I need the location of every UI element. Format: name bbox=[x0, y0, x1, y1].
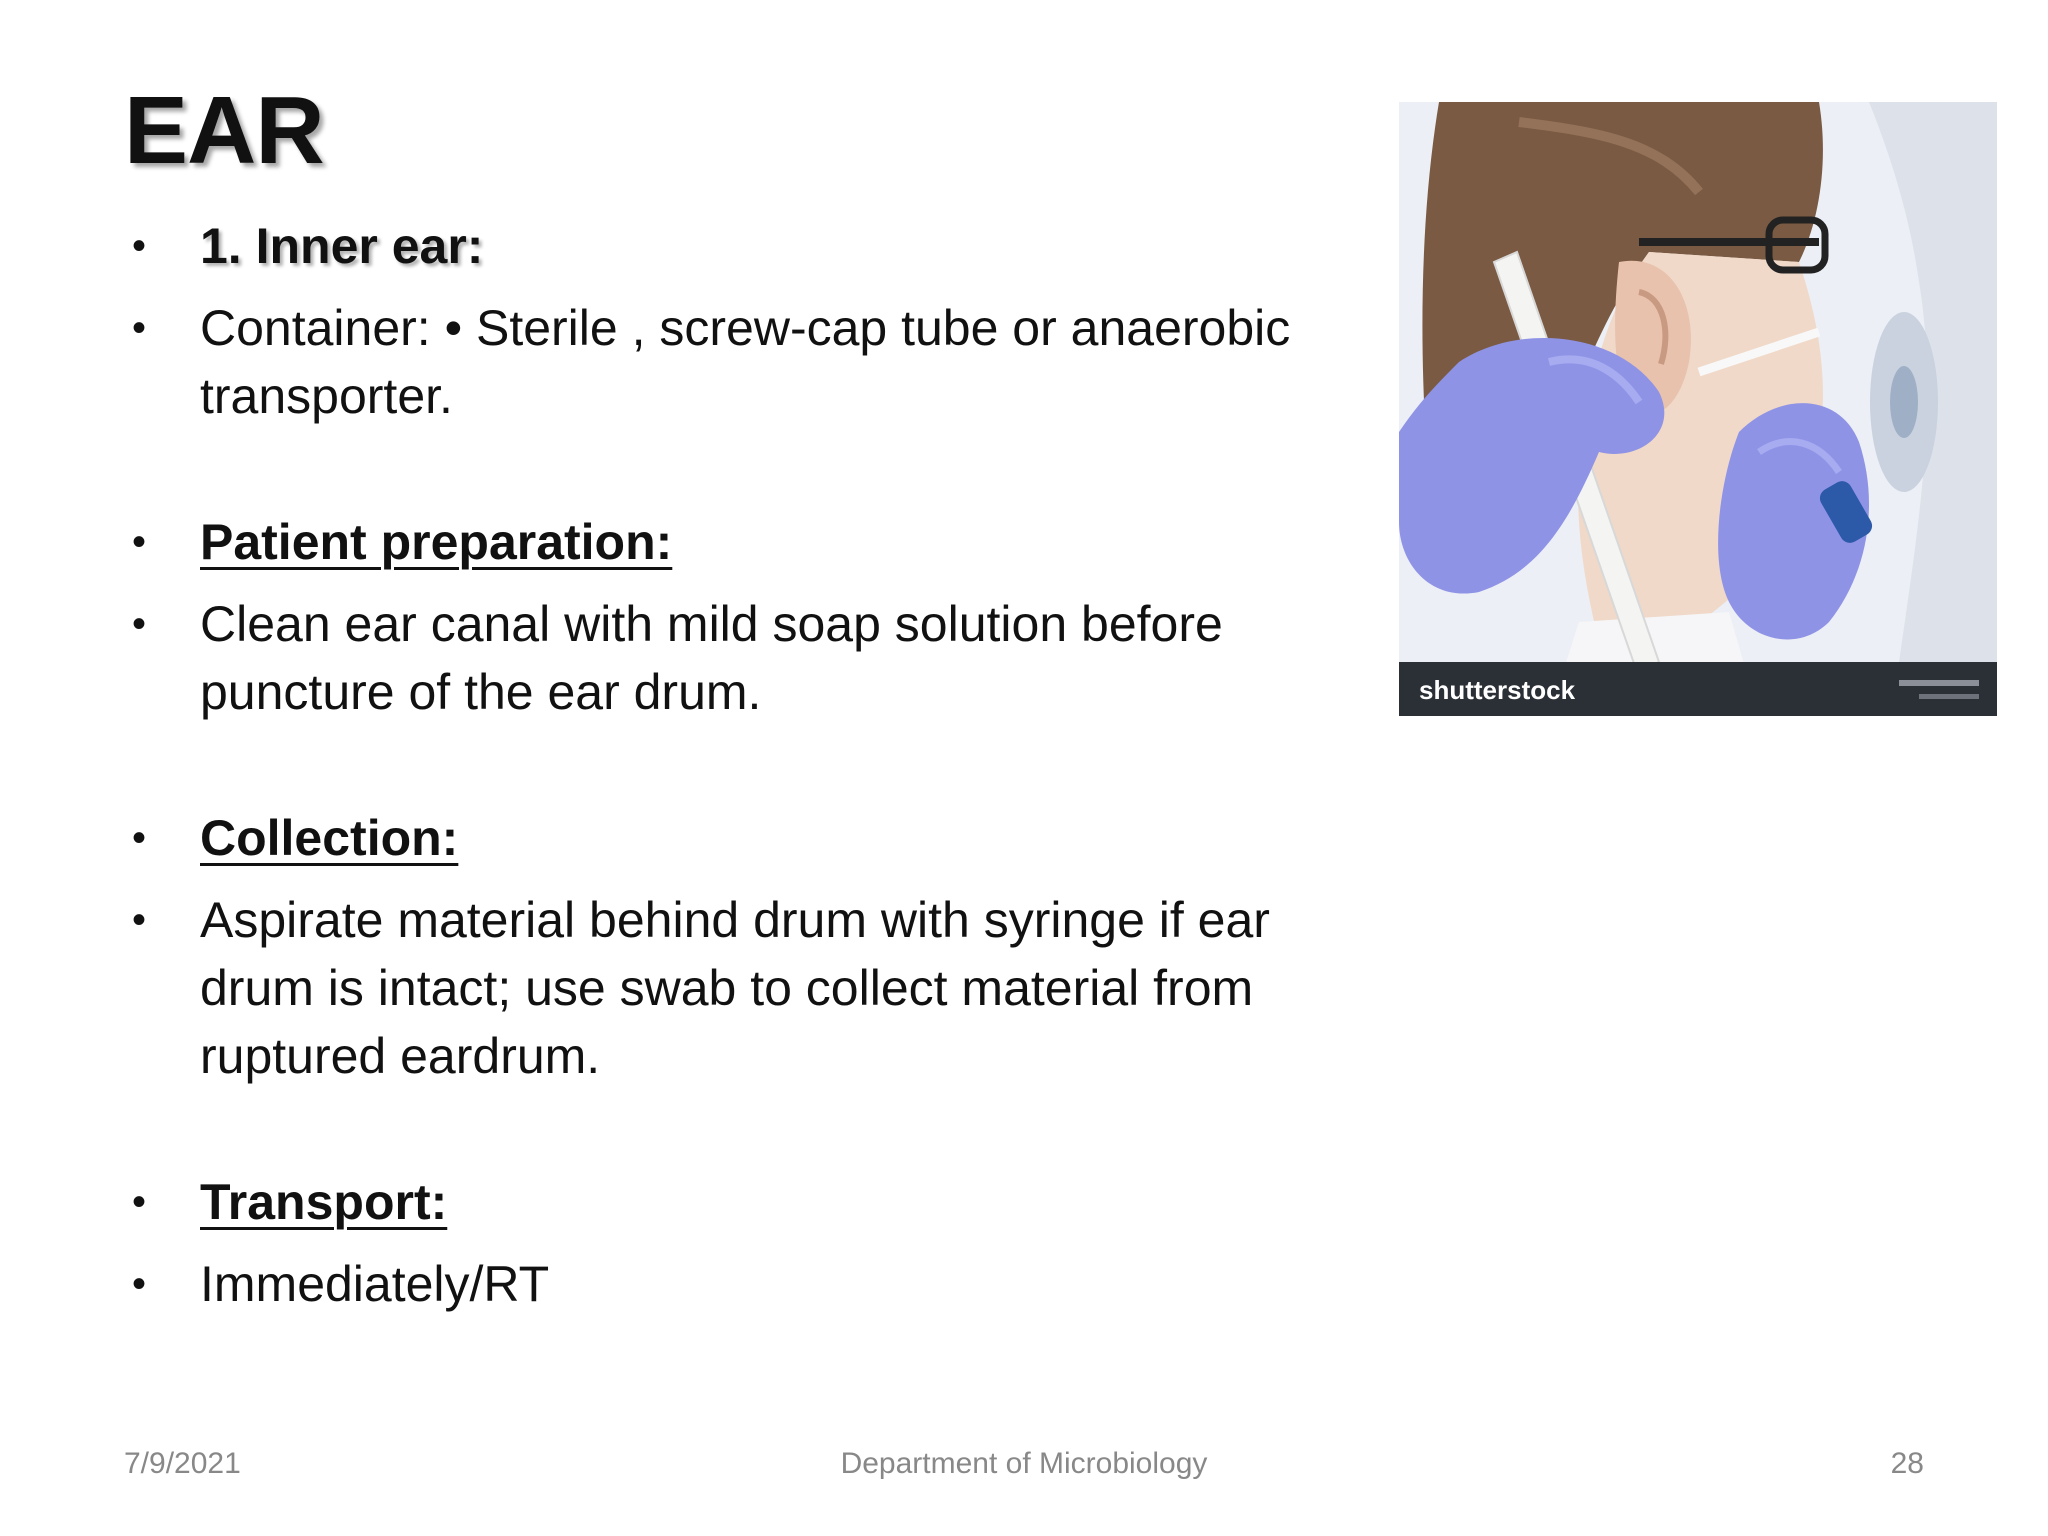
bullet-symbol: • bbox=[131, 306, 146, 350]
footer-page-number: 28 bbox=[1890, 1447, 1924, 1480]
bullet-symbol: • bbox=[131, 602, 146, 646]
bullet-symbol: • bbox=[131, 224, 146, 268]
watermark-text: shutterstock bbox=[1419, 675, 1576, 705]
bullet-item bbox=[124, 508, 1354, 576]
bullet-symbol: • bbox=[131, 1180, 146, 1224]
footer-department: Department of Microbiology bbox=[840, 1447, 1208, 1480]
bullet-item bbox=[124, 886, 1354, 1090]
bullet-list bbox=[124, 212, 1354, 1332]
ear-swab-photo bbox=[1399, 102, 1997, 716]
bullet-text-collection: Aspirate material behind drum with syringe if ear drum is intact; use swab to collect material from ruptured eardrum. bbox=[200, 892, 1270, 1084]
bullet-symbol: • bbox=[131, 1262, 146, 1306]
bullet-item bbox=[124, 1250, 1354, 1318]
bullet-symbol: • bbox=[131, 898, 146, 942]
bullet-symbol: • bbox=[131, 520, 146, 564]
bullet-item bbox=[124, 294, 1354, 430]
bullet-item bbox=[124, 804, 1354, 872]
section-heading-collection: Collection: bbox=[200, 810, 459, 866]
bullet-text-preparation: Clean ear canal with mild soap solution before puncture of the ear drum. bbox=[200, 596, 1223, 720]
bullet-text-transport: Immediately/RT bbox=[200, 1256, 550, 1312]
bullet-item bbox=[124, 1168, 1354, 1236]
section-heading-patient-preparation: Patient preparation: bbox=[200, 514, 673, 570]
bullet-symbol: • bbox=[131, 816, 146, 860]
bullet-item bbox=[124, 212, 1354, 280]
bullet-item bbox=[124, 590, 1354, 726]
section-heading-transport: Transport: bbox=[200, 1174, 448, 1230]
footer-date: 7/9/2021 bbox=[124, 1447, 241, 1480]
section-heading-inner-ear: 1. Inner ear: bbox=[200, 218, 484, 274]
slide-title: EAR bbox=[124, 77, 324, 184]
bullet-text-container: Container: • Sterile , screw-cap tube or anaerobic transporter. bbox=[200, 300, 1291, 424]
